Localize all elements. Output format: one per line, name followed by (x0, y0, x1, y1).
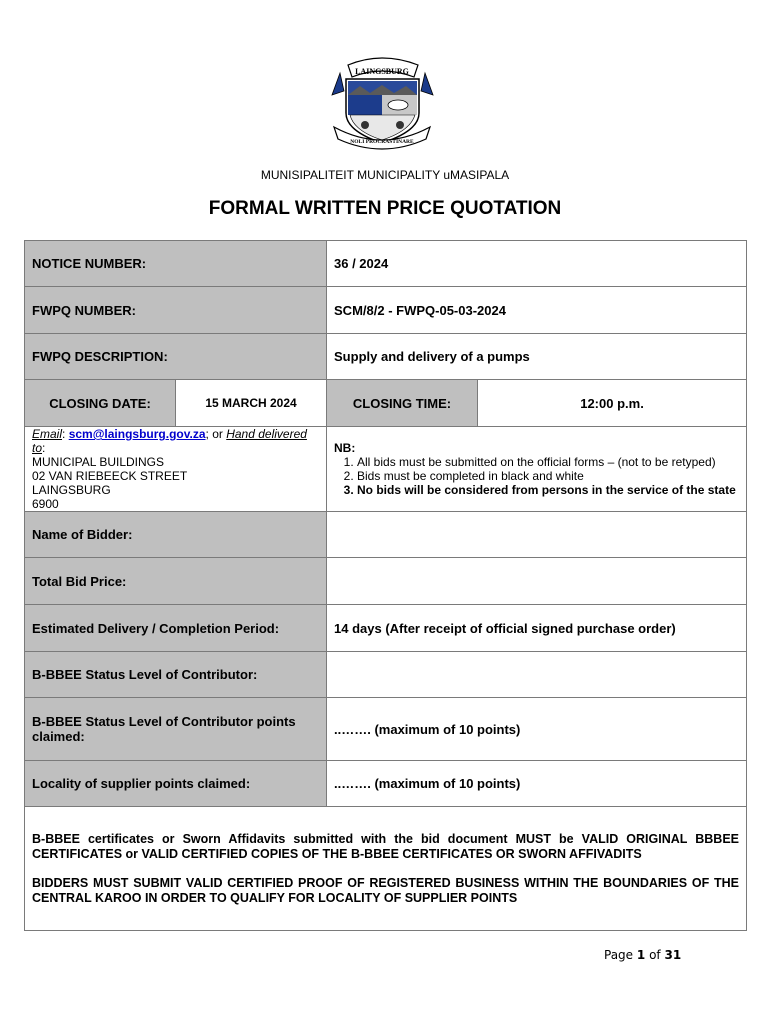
bidder-name-label: Name of Bidder: (25, 512, 327, 558)
address-line-1: MUNICIPAL BUILDINGS (32, 455, 165, 469)
locality-proof-notice: BIDDERS MUST SUBMIT VALID CERTIFIED PROOF OF REGISTERED BUSINESS WITHIN THE BOUNDARIES OF THE CENTRAL KAROO IN ORDER TO QUALIFY FOR LOCALITY OF SUPPLIER POINTS (32, 875, 740, 905)
fwpq-number-row (25, 287, 747, 334)
closing-date-label: CLOSING DATE: (25, 380, 176, 427)
bbbee-level-label: B-BBEE Status Level of Contributor: (25, 652, 327, 698)
notice-number-label: NOTICE NUMBER: (25, 241, 327, 287)
municipal-crest-logo (330, 55, 435, 155)
bbbee-certificate-notice: B-BBEE certificates or Sworn Affidavits submitted with the bid document MUST be VALID ORIGINAL BBBEE CERTIFICATES or VALID CERTIFIED COPIES OF THE B-BBEE CERTIFICATES OR SWORN AFFIVADITS (32, 831, 740, 861)
total-bid-price-label: Total Bid Price: (25, 558, 327, 605)
requirements-notice-row (25, 807, 747, 931)
bbbee-points-label: B-BBEE Status Level of Contributor points claimed: (25, 698, 327, 761)
closing-date-value: 15 MARCH 2024 (176, 380, 327, 427)
fwpq-number-value: SCM/8/2 - FWPQ-05-03-2024 (327, 287, 747, 334)
total-bid-price-row (25, 558, 747, 605)
nb-item: 1. All bids must be submitted on the official forms – (not to be retyped) (357, 455, 739, 469)
email-link[interactable]: scm@laingsburg.gov.za (68, 427, 206, 441)
page-title: FORMAL WRITTEN PRICE QUOTATION (208, 198, 562, 219)
fwpq-description-label: FWPQ DESCRIPTION: (25, 334, 327, 380)
notice-number-value: 36 / 2024 (327, 241, 747, 287)
fwpq-number-label: FWPQ NUMBER: (25, 287, 327, 334)
email-label: Email (32, 427, 63, 441)
locality-points-row (25, 761, 747, 807)
nb-item: 2. Bids must be completed in black and white (357, 469, 739, 483)
locality-points-value[interactable]: ..……. (maximum of 10 points) (327, 761, 747, 807)
or-text: ; or (205, 427, 223, 441)
address-line-4: 6900 (32, 497, 59, 511)
page-word: Page (604, 948, 634, 962)
bbbee-level-row (25, 652, 747, 698)
bidder-name-row (25, 512, 747, 558)
of-word: of (649, 948, 661, 962)
address-line-2: 02 VAN RIEBEECK STREET (32, 469, 188, 483)
crest-top-text: LAINGSBURG (355, 67, 409, 76)
nb-item: 3. No bids will be considered from persons in the service of the state (357, 483, 739, 497)
delivery-period-value: 14 days (After receipt of official signed purchase order) (327, 605, 747, 652)
bbbee-level-field[interactable] (327, 652, 747, 698)
total-bid-price-field[interactable] (327, 558, 747, 605)
nb-list (334, 455, 739, 497)
municipality-line: MUNISIPALITEIT MUNICIPALITY uMASIPALA (260, 168, 510, 182)
page-footer (604, 948, 681, 962)
notice-number-row (25, 241, 747, 287)
requirements-notice (25, 807, 747, 931)
hand-delivered-label: Hand delivered to (32, 427, 307, 455)
quotation-form-table (24, 240, 747, 931)
address-nb-row (25, 427, 747, 512)
fwpq-description-row (25, 334, 747, 380)
page-total: 31 (664, 948, 682, 962)
address-line-3: LAINGSBURG (32, 483, 111, 497)
delivery-period-row (25, 605, 747, 652)
locality-points-label: Locality of supplier points claimed: (25, 761, 327, 807)
page-number: 1 (636, 948, 646, 962)
closing-time-label: CLOSING TIME: (327, 380, 478, 427)
bbbee-points-row (25, 698, 747, 761)
crest-motto: NOLI PROCRASTINARE (350, 139, 414, 145)
bidder-name-field[interactable] (327, 512, 747, 558)
bbbee-points-value[interactable]: ..……. (maximum of 10 points) (327, 698, 747, 761)
nb-label: NB: (334, 441, 356, 455)
fwpq-description-value: Supply and delivery of a pumps (327, 334, 747, 380)
delivery-address: Email: scm@laingsburg.gov.za; or Hand delivered to: MUNICIPAL BUILDINGS 02 VAN RIEBEECK STREET LAINGSBURG 6900 (25, 427, 327, 512)
closing-time-value: 12:00 p.m. (478, 380, 747, 427)
delivery-period-label: Estimated Delivery / Completion Period: (25, 605, 327, 652)
closing-row (25, 380, 747, 427)
nb-notes (327, 427, 747, 512)
